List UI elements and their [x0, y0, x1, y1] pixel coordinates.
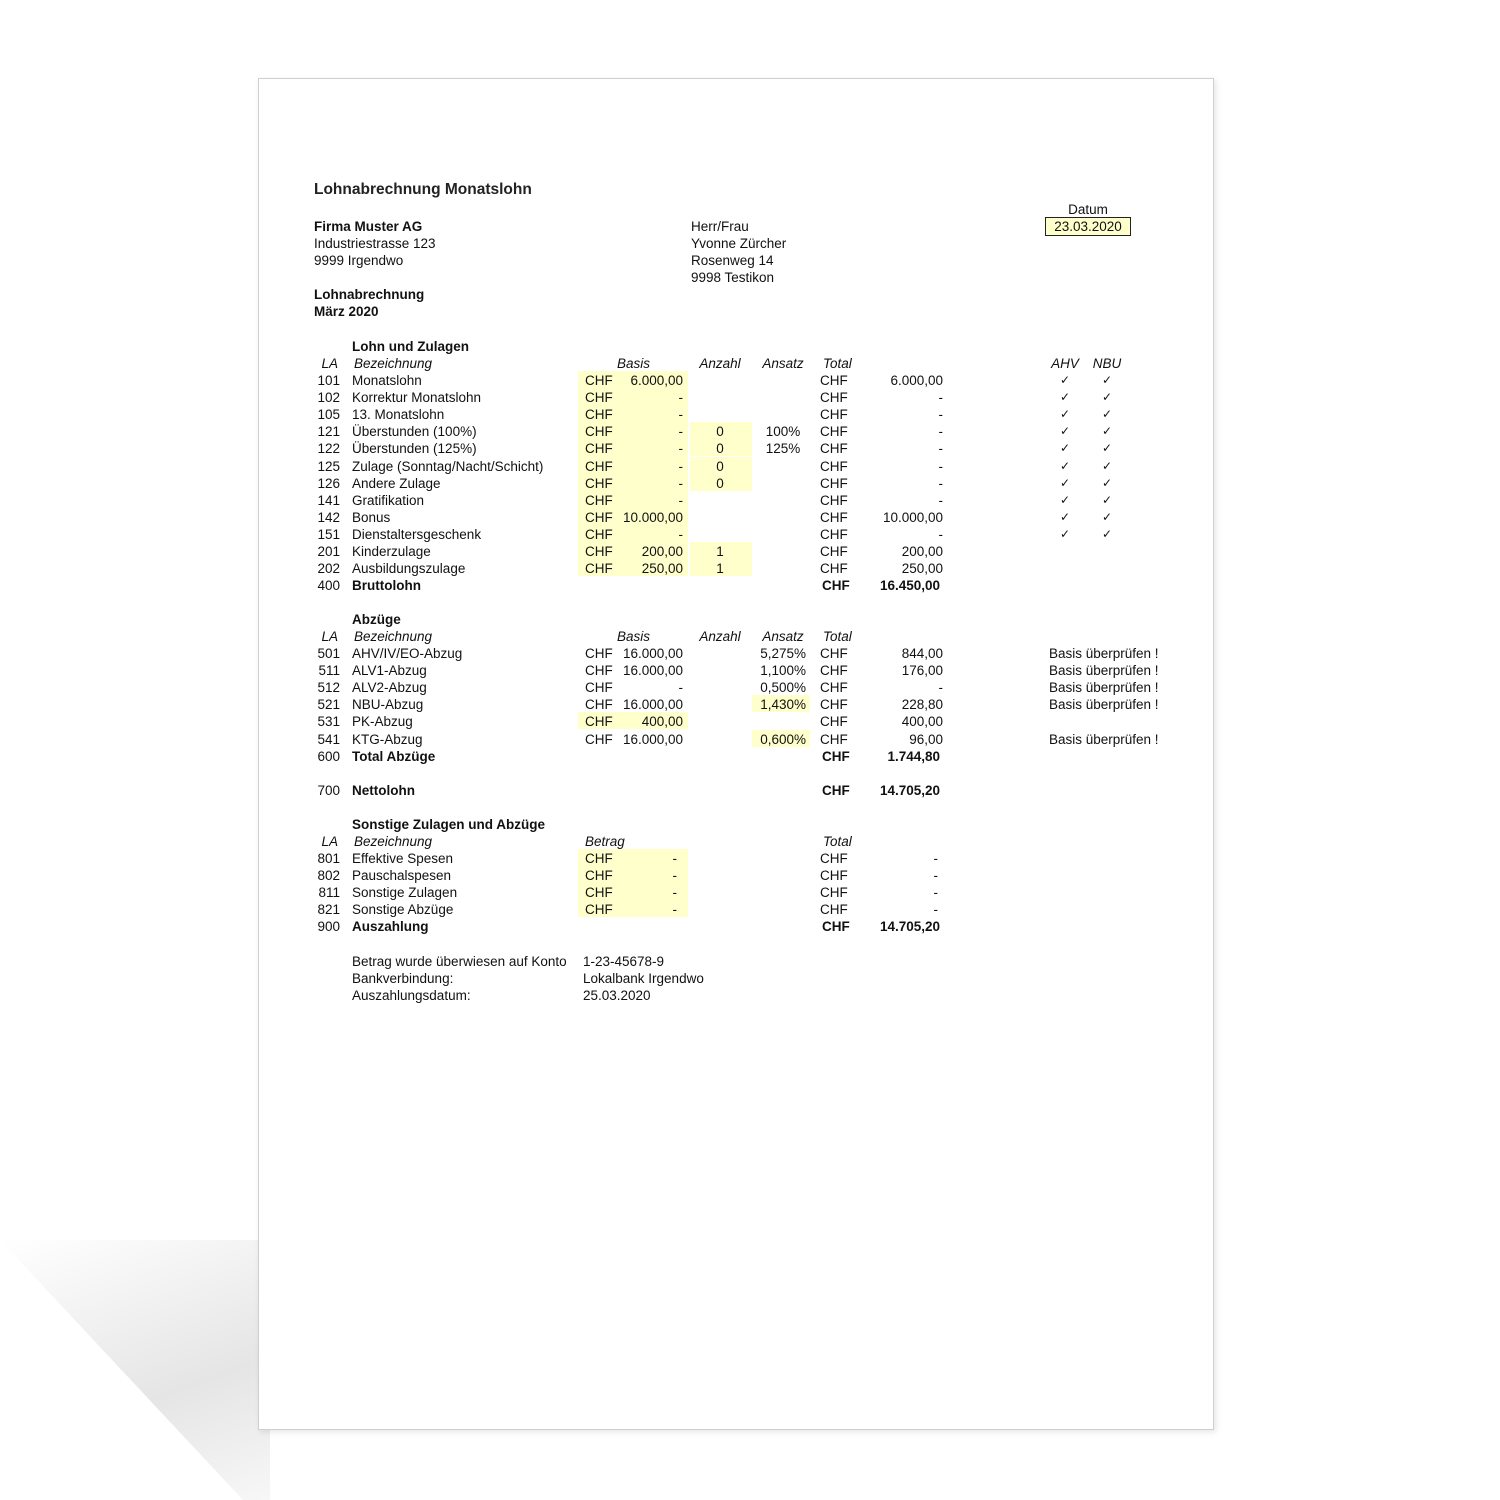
sum-auszahlung-value: 14.705,20 [879, 919, 940, 935]
row-bezeichnung: KTG-Abzug [352, 731, 423, 747]
sum-la: 900 [317, 919, 340, 935]
row-currency: CHF [585, 373, 613, 388]
row-basis: 16.000,00 [622, 731, 683, 747]
row-currency: CHF [585, 492, 613, 508]
row-bezeichnung: Monatslohn [352, 373, 422, 388]
row-bezeichnung: Sonstige Zulagen [352, 885, 458, 901]
header-betrag: Betrag [585, 834, 625, 849]
row-total-currency: CHF [820, 731, 848, 747]
row-currency: CHF [585, 885, 613, 901]
row-currency: CHF [585, 526, 613, 542]
row-basis: 16.000,00 [622, 646, 683, 661]
employee-name: Yvonne Zürcher [691, 236, 787, 251]
row-currency: CHF [585, 441, 613, 457]
row-total-currency: CHF [820, 680, 848, 696]
check-icon: ✓ [1101, 526, 1113, 541]
row-la: 122 [317, 441, 340, 457]
row-la: 521 [317, 697, 340, 713]
row-currency: CHF [585, 851, 613, 866]
check-icon: ✓ [1059, 424, 1071, 439]
row-total: 400,00 [901, 714, 943, 730]
row-note: Basis überprüfen ! [1049, 697, 1159, 713]
check-icon: ✓ [1059, 458, 1071, 473]
row-total-currency: CHF [820, 424, 848, 440]
row-la: 512 [317, 680, 340, 696]
row-la: 202 [317, 561, 340, 577]
period-heading: Lohnabrechnung [314, 287, 425, 302]
row-total: - [938, 458, 943, 474]
row-basis-input[interactable]: 10.000,00 [622, 509, 683, 525]
row-bezeichnung: AHV/IV/EO-Abzug [352, 646, 463, 661]
row-anzahl: 0 [716, 441, 724, 457]
sum-la: 600 [317, 748, 340, 764]
document-title: Lohnabrechnung Monatslohn [314, 181, 532, 198]
row-total: - [938, 441, 943, 457]
row-currency: CHF [585, 475, 613, 491]
row-total: - [938, 492, 943, 508]
row-basis-input[interactable]: 250,00 [641, 561, 683, 577]
check-icon: ✓ [1059, 441, 1071, 456]
page-shadow [0, 1240, 270, 1500]
employer-city: 9999 Irgendwo [314, 253, 404, 268]
row-la: 201 [317, 544, 340, 559]
row-total: - [938, 407, 943, 423]
row-total: 96,00 [909, 731, 943, 747]
row-la: 802 [317, 868, 340, 884]
net-la: 700 [317, 783, 340, 798]
row-total: - [933, 851, 938, 866]
sum-currency: CHF [822, 578, 850, 594]
sum-currency: CHF [822, 919, 850, 935]
header-total: Total [823, 834, 852, 849]
row-total: - [933, 868, 938, 884]
row-total-currency: CHF [820, 526, 848, 542]
row-total: 228,80 [901, 697, 943, 713]
row-bezeichnung: 13. Monatslohn [352, 407, 445, 423]
row-bezeichnung: Überstunden (125%) [352, 441, 477, 457]
row-total-currency: CHF [820, 663, 848, 679]
net-currency: CHF [822, 783, 850, 798]
row-la: 101 [317, 373, 340, 388]
row-total: 176,00 [901, 663, 943, 679]
payment-konto-label: Betrag wurde überwiesen auf Konto [352, 954, 567, 969]
header-basis: Basis [616, 629, 650, 644]
header-nbu: NBU [1092, 356, 1122, 371]
employer-name: Firma Muster AG [314, 219, 423, 234]
check-icon: ✓ [1059, 509, 1071, 524]
check-icon: ✓ [1059, 407, 1071, 422]
row-total-currency: CHF [820, 561, 848, 577]
row-note: Basis überprüfen ! [1049, 680, 1159, 696]
row-total-currency: CHF [820, 697, 848, 713]
date-field[interactable]: 23.03.2020 [1045, 217, 1131, 236]
row-betrag-input[interactable]: - [672, 868, 677, 884]
row-total: 200,00 [901, 544, 943, 559]
row-bezeichnung: ALV1-Abzug [352, 663, 427, 679]
row-total: - [938, 424, 943, 440]
row-total: 6.000,00 [890, 373, 943, 388]
net-value: 14.705,20 [879, 783, 940, 798]
row-currency: CHF [585, 663, 613, 679]
sum-bruttolohn-value: 16.450,00 [879, 578, 940, 594]
row-la: 811 [318, 885, 340, 901]
row-total-currency: CHF [820, 373, 848, 388]
employee-city: 9998 Testikon [691, 270, 775, 285]
row-currency: CHF [585, 407, 613, 423]
sum-auszahlung-label: Auszahlung [352, 919, 429, 935]
row-currency: CHF [585, 561, 613, 577]
row-bezeichnung: Bonus [352, 509, 391, 525]
row-anzahl: 1 [716, 561, 724, 577]
row-basis-input[interactable]: - [678, 441, 683, 457]
section-title: Abzüge [352, 612, 401, 627]
header-la: LA [321, 834, 338, 849]
row-basis: 16.000,00 [622, 663, 683, 679]
row-total-currency: CHF [820, 544, 848, 559]
row-betrag-input[interactable]: - [672, 885, 677, 901]
row-basis: 400,00 [641, 714, 683, 730]
employee-street: Rosenweg 14 [691, 253, 774, 268]
row-note: Basis überprüfen ! [1049, 731, 1159, 747]
row-bezeichnung: NBU-Abzug [352, 697, 424, 713]
row-basis: - [678, 680, 683, 696]
row-basis-input[interactable]: - [678, 475, 683, 491]
row-basis-input[interactable]: - [678, 526, 683, 542]
row-currency: CHF [585, 390, 613, 406]
employer-street: Industriestrasse 123 [314, 236, 436, 251]
row-note: Basis überprüfen ! [1049, 663, 1159, 679]
row-ansatz-input[interactable]: 1,100% [760, 663, 806, 679]
check-icon: ✓ [1101, 492, 1113, 507]
payment-bank-label: Bankverbindung: [352, 971, 454, 986]
row-la: 531 [317, 714, 340, 730]
row-la: 125 [317, 458, 340, 474]
row-total: - [933, 902, 938, 918]
header-anzahl: Anzahl [699, 629, 741, 644]
row-la: 511 [318, 663, 340, 679]
row-la: 821 [317, 902, 340, 918]
row-currency: CHF [585, 868, 613, 884]
payment-date-label: Auszahlungsdatum: [352, 988, 471, 1003]
row-la: 501 [317, 646, 340, 661]
row-ansatz-input[interactable]: 0,600% [760, 731, 806, 747]
header-total: Total [823, 356, 852, 371]
header-bezeichnung: Bezeichnung [354, 834, 433, 849]
row-ansatz-input[interactable]: 0,500% [760, 680, 806, 696]
row-currency: CHF [585, 458, 613, 474]
row-currency: CHF [585, 509, 613, 525]
row-bezeichnung: Korrektur Monatslohn [352, 390, 482, 406]
row-total: 10.000,00 [882, 509, 943, 525]
row-la: 121 [317, 424, 340, 440]
row-total: 844,00 [901, 646, 943, 661]
row-total-currency: CHF [820, 458, 848, 474]
header-total: Total [823, 629, 852, 644]
row-betrag-input[interactable]: - [672, 851, 677, 866]
date-label: Datum [1068, 202, 1108, 217]
employee-salutation: Herr/Frau [691, 219, 749, 234]
row-currency: CHF [585, 544, 613, 559]
row-bezeichnung: Überstunden (100%) [352, 424, 477, 440]
row-bezeichnung: Effektive Spesen [352, 851, 454, 866]
header-anzahl: Anzahl [699, 356, 741, 371]
row-anzahl: 1 [716, 544, 724, 559]
payment-bank: Lokalbank Irgendwo [583, 971, 704, 986]
period-month: März 2020 [314, 304, 379, 319]
row-bezeichnung: Kinderzulage [352, 544, 431, 559]
row-la: 141 [317, 492, 340, 508]
row-total: - [938, 526, 943, 542]
row-basis-input[interactable]: 6.000,00 [630, 373, 683, 388]
row-basis-input[interactable]: - [678, 458, 683, 474]
row-ansatz-input[interactable]: 1,430% [760, 697, 806, 713]
net-label: Nettolohn [352, 783, 415, 798]
row-total-currency: CHF [820, 885, 848, 901]
row-bezeichnung: ALV2-Abzug [352, 680, 427, 696]
check-icon: ✓ [1101, 390, 1113, 405]
check-icon: ✓ [1101, 441, 1113, 456]
sum-total-abzuege-label: Total Abzüge [352, 748, 436, 764]
check-icon: ✓ [1059, 390, 1071, 405]
row-total-currency: CHF [820, 390, 848, 406]
row-total: - [938, 475, 943, 491]
row-basis-input[interactable]: - [678, 390, 683, 406]
check-icon: ✓ [1059, 526, 1071, 541]
row-currency: CHF [585, 731, 613, 747]
row-anzahl: 0 [716, 424, 724, 440]
check-icon: ✓ [1059, 373, 1071, 387]
row-la: 801 [317, 851, 340, 866]
row-currency: CHF [585, 680, 613, 696]
row-total: 250,00 [901, 561, 943, 577]
row-basis: 16.000,00 [622, 697, 683, 713]
header-la: LA [321, 629, 338, 644]
row-total-currency: CHF [820, 646, 848, 661]
row-la: 126 [317, 475, 340, 491]
row-ansatz: 125% [765, 441, 801, 457]
sum-currency: CHF [822, 748, 850, 764]
payment-date: 25.03.2020 [583, 988, 651, 1003]
row-total-currency: CHF [820, 902, 848, 918]
row-basis-input[interactable]: - [678, 424, 683, 440]
row-total-currency: CHF [820, 714, 848, 730]
header-la: LA [321, 356, 338, 371]
row-anzahl: 0 [716, 475, 724, 491]
row-total-currency: CHF [820, 441, 848, 457]
row-total-currency: CHF [820, 868, 848, 884]
row-currency: CHF [585, 646, 613, 661]
section-title: Lohn und Zulagen [352, 339, 469, 354]
row-bezeichnung: Dienstaltersgeschenk [352, 526, 482, 542]
check-icon: ✓ [1101, 458, 1113, 473]
header-ansatz: Ansatz [762, 629, 804, 644]
row-bezeichnung: PK-Abzug [352, 714, 413, 730]
row-anzahl: 0 [716, 458, 724, 474]
check-icon: ✓ [1101, 424, 1113, 439]
row-la: 151 [317, 526, 340, 542]
row-total-currency: CHF [820, 407, 848, 423]
payment-konto: 1-23-45678-9 [583, 954, 665, 969]
row-basis-input[interactable]: - [678, 407, 683, 423]
row-currency: CHF [585, 424, 613, 440]
section-title: Sonstige Zulagen und Abzüge [352, 817, 545, 832]
row-currency: CHF [585, 697, 613, 713]
row-total-currency: CHF [820, 509, 848, 525]
check-icon: ✓ [1101, 407, 1113, 422]
check-icon: ✓ [1101, 373, 1113, 387]
row-currency: CHF [585, 902, 613, 918]
row-la: 105 [317, 407, 340, 423]
sum-total-abzuege-value: 1.744,80 [887, 748, 940, 764]
row-total: - [933, 885, 938, 901]
row-total: - [938, 390, 943, 406]
row-total: - [938, 680, 943, 696]
row-basis-input[interactable]: - [678, 492, 683, 508]
row-bezeichnung: Pauschalspesen [352, 868, 452, 884]
row-total-currency: CHF [820, 851, 848, 866]
row-betrag-input[interactable]: - [672, 902, 677, 918]
row-total-currency: CHF [820, 492, 848, 508]
header-ahv: AHV [1051, 356, 1079, 371]
row-la: 541 [317, 731, 340, 747]
header-bezeichnung: Bezeichnung [354, 629, 433, 644]
check-icon: ✓ [1059, 492, 1071, 507]
row-bezeichnung: Gratifikation [352, 492, 425, 508]
sum-bruttolohn-label: Bruttolohn [352, 578, 421, 594]
header-bezeichnung: Bezeichnung [354, 356, 433, 371]
header-ansatz: Ansatz [762, 356, 804, 371]
row-currency: CHF [585, 714, 613, 730]
header-basis: Basis [616, 356, 650, 371]
row-bezeichnung: Andere Zulage [352, 475, 441, 491]
check-icon: ✓ [1101, 509, 1113, 524]
row-bezeichnung: Sonstige Abzüge [352, 902, 454, 918]
check-icon: ✓ [1059, 475, 1071, 490]
row-note: Basis überprüfen ! [1049, 646, 1159, 661]
sum-la: 400 [317, 578, 340, 594]
row-bezeichnung: Zulage (Sonntag/Nacht/Schicht) [352, 458, 544, 474]
row-bezeichnung: Ausbildungszulage [352, 561, 466, 577]
row-la: 142 [317, 509, 340, 525]
row-basis-input[interactable]: 200,00 [641, 544, 683, 559]
row-ansatz-input[interactable]: 5,275% [760, 646, 806, 661]
row-ansatz: 100% [765, 424, 801, 440]
row-total-currency: CHF [820, 475, 848, 491]
check-icon: ✓ [1101, 475, 1113, 490]
row-la: 102 [317, 390, 340, 406]
